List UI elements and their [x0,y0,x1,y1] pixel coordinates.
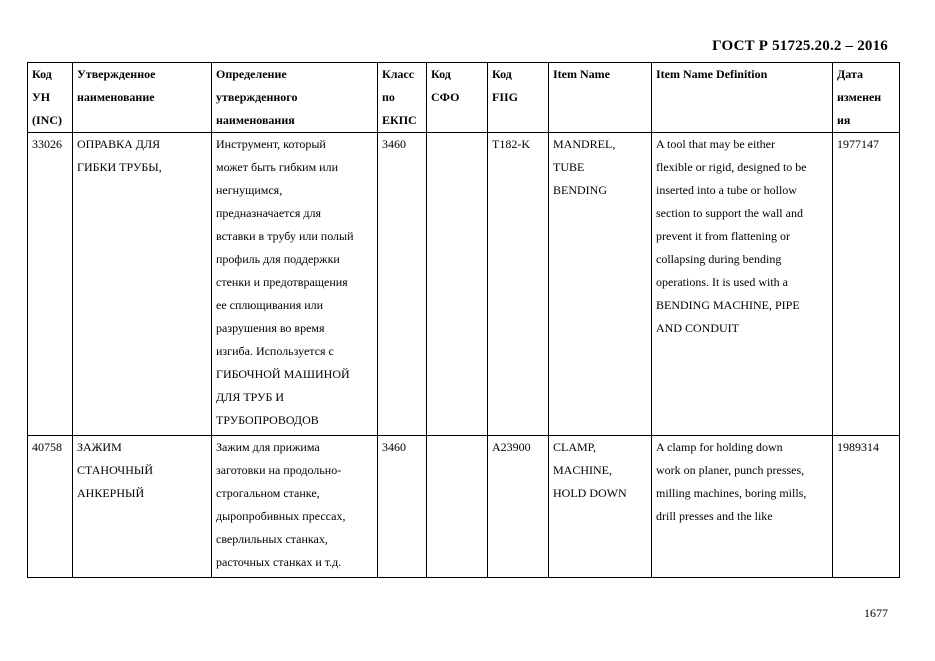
cell-date: 1977147 [833,133,900,436]
cell-fiig: A23900 [488,436,549,578]
catalog-table [27,62,900,578]
cell-item-name: CLAMP, MACHINE, HOLD DOWN [549,436,652,578]
document-header: ГОСТ Р 51725.20.2 – 2016 [712,38,888,54]
column-header-date: Дата изменен ия [833,63,900,133]
cell-definition-ru: Инструмент, который может быть гибким или негнущимся, предназначается для вставки в трубу или полый профиль для поддержки стенки и предотвращения ее сплющивания или разрушения во время изгиба. Используется с ГИБОЧНОЙ МАШИНОЙ ДЛЯ ТРУБ И ТРУБОПРОВОДОВ [212,133,378,436]
column-header-definition-ru: Определение утвержденного наименования [212,63,378,133]
cell-definition-ru: Зажим для прижима заготовки на продольно- строгальном станке, дыропробивных прессах, сверлильных станках, расточных станках и т.д. [212,436,378,578]
cell-inc: 40758 [28,436,73,578]
column-header-sfo: Код СФО [427,63,488,133]
column-header-item-name: Item Name [549,63,652,133]
table-header-row [28,63,900,133]
cell-item-definition: A tool that may be either flexible or rigid, designed to be inserted into a tube or hollow section to support the wall and prevent it from flattening or collapsing during bending operations. It is used with a BENDING MACHINE, PIPE AND CONDUIT [652,133,833,436]
page-number: 1677 [864,606,888,620]
cell-approved-name: ОПРАВКА ДЛЯ ГИБКИ ТРУБЫ, [73,133,212,436]
column-header-item-definition: Item Name Definition [652,63,833,133]
cell-class-ekps: 3460 [378,133,427,436]
cell-date: 1989314 [833,436,900,578]
cell-approved-name: ЗАЖИМ СТАНОЧНЫЙ АНКЕРНЫЙ [73,436,212,578]
table-row [28,436,900,578]
cell-item-definition: A clamp for holding down work on planer, punch presses, milling machines, boring mills, drill presses and the like [652,436,833,578]
column-header-fiig: Код FIIG [488,63,549,133]
cell-fiig: T182-K [488,133,549,436]
cell-item-name: MANDREL, TUBE BENDING [549,133,652,436]
cell-inc: 33026 [28,133,73,436]
column-header-class-ekps: Класс по ЕКПС [378,63,427,133]
cell-class-ekps: 3460 [378,436,427,578]
column-header-inc: Код УН (INC) [28,63,73,133]
cell-sfo [427,436,488,578]
column-header-approved-name: Утвержденное наименование [73,63,212,133]
cell-sfo [427,133,488,436]
table-row [28,133,900,436]
